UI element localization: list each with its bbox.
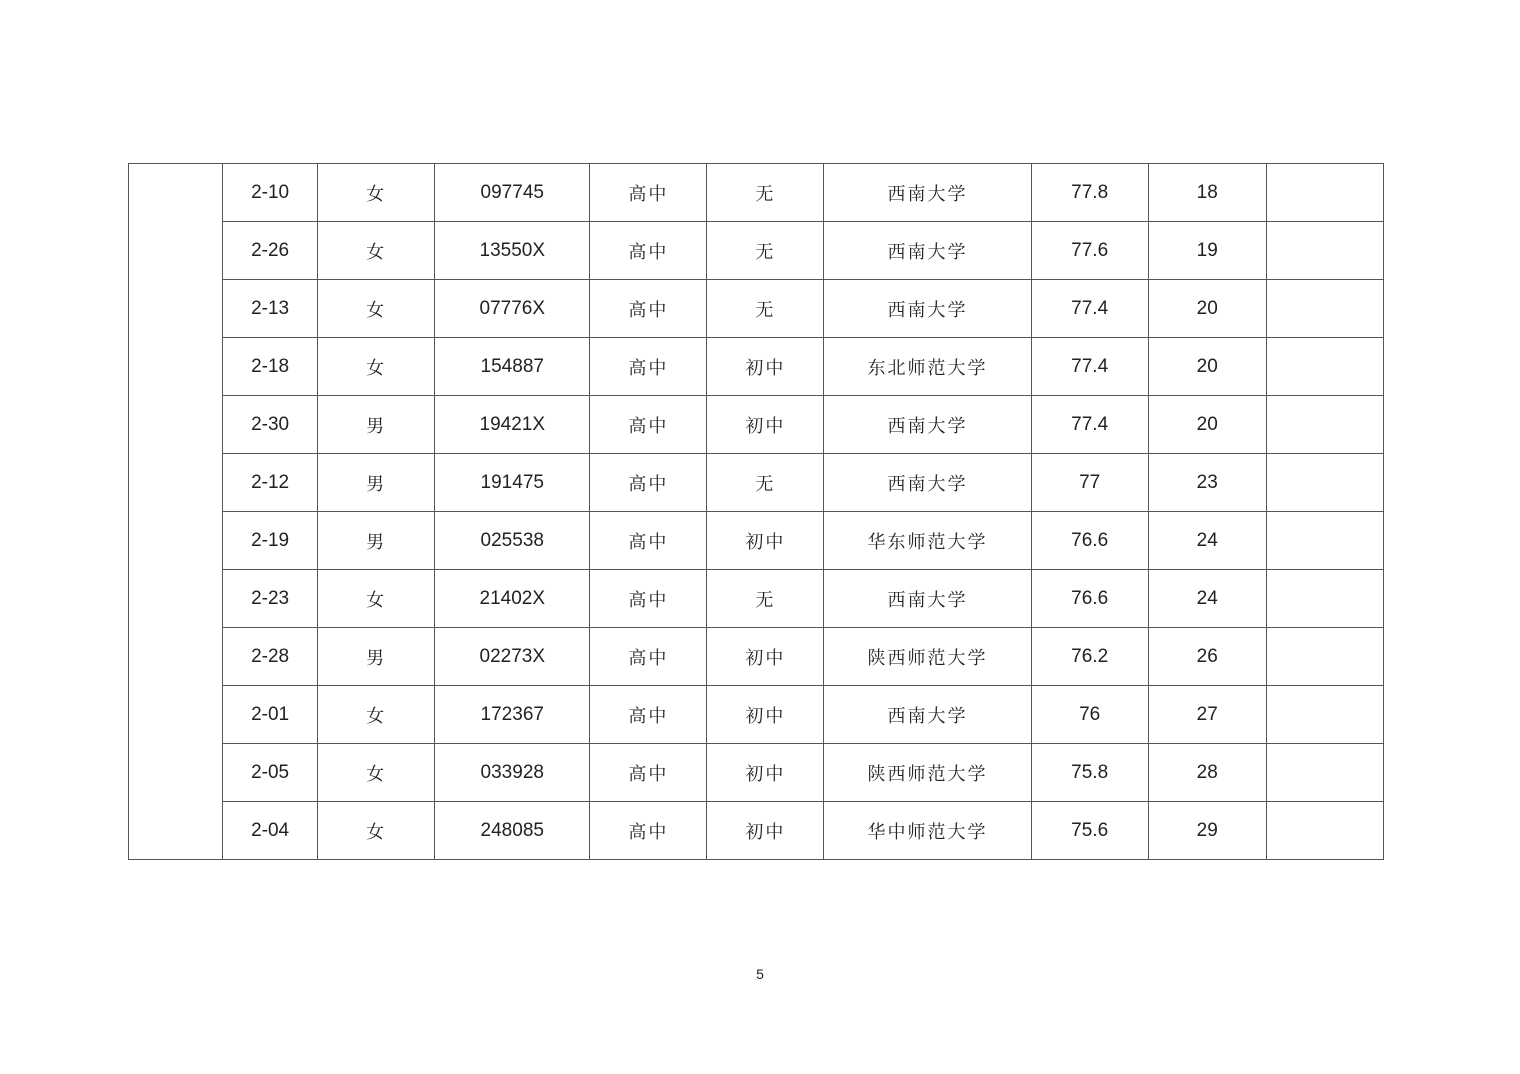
cell-university: 陕西师范大学 <box>824 628 1031 686</box>
cell-rank: 29 <box>1148 802 1266 860</box>
cell-rank: 28 <box>1148 744 1266 802</box>
cell-code: 191475 <box>435 454 590 512</box>
cell-score: 75.6 <box>1031 802 1148 860</box>
cell-id: 2-04 <box>223 802 318 860</box>
cell-score: 76 <box>1031 686 1148 744</box>
cell-score: 77.8 <box>1031 164 1148 222</box>
cell-other: 无 <box>707 280 824 338</box>
cell-note <box>1266 744 1383 802</box>
cell-score: 76.6 <box>1031 570 1148 628</box>
cell-rank: 20 <box>1148 280 1266 338</box>
cell-level: 高中 <box>590 512 707 570</box>
cell-level: 高中 <box>590 396 707 454</box>
cell-other: 无 <box>707 164 824 222</box>
cell-score: 77.6 <box>1031 222 1148 280</box>
cell-note <box>1266 338 1383 396</box>
table-row <box>129 744 1384 802</box>
cell-note <box>1266 280 1383 338</box>
table-row <box>129 512 1384 570</box>
cell-score: 77.4 <box>1031 338 1148 396</box>
cell-gender: 女 <box>318 744 435 802</box>
cell-other: 初中 <box>707 396 824 454</box>
table-body <box>129 164 1384 860</box>
table-row <box>129 222 1384 280</box>
cell-code: 033928 <box>435 744 590 802</box>
cell-other: 初中 <box>707 338 824 396</box>
cell-other: 初中 <box>707 686 824 744</box>
cell-university: 西南大学 <box>824 164 1031 222</box>
cell-score: 76.6 <box>1031 512 1148 570</box>
table-row <box>129 396 1384 454</box>
cell-gender: 男 <box>318 512 435 570</box>
cell-level: 高中 <box>590 222 707 280</box>
cell-other: 无 <box>707 222 824 280</box>
table-row <box>129 686 1384 744</box>
cell-rank: 26 <box>1148 628 1266 686</box>
table-row <box>129 454 1384 512</box>
cell-note <box>1266 512 1383 570</box>
cell-rank: 27 <box>1148 686 1266 744</box>
cell-university: 西南大学 <box>824 396 1031 454</box>
page-number: 5 <box>756 966 764 982</box>
cell-code: 19421X <box>435 396 590 454</box>
cell-level: 高中 <box>590 338 707 396</box>
cell-code: 21402X <box>435 570 590 628</box>
cell-level: 高中 <box>590 570 707 628</box>
cell-rank: 19 <box>1148 222 1266 280</box>
cell-other: 初中 <box>707 744 824 802</box>
cell-note <box>1266 222 1383 280</box>
cell-rank: 18 <box>1148 164 1266 222</box>
cell-note <box>1266 454 1383 512</box>
cell-rank: 23 <box>1148 454 1266 512</box>
group-cell <box>129 164 223 860</box>
cell-university: 西南大学 <box>824 222 1031 280</box>
cell-note <box>1266 396 1383 454</box>
cell-code: 154887 <box>435 338 590 396</box>
cell-id: 2-01 <box>223 686 318 744</box>
cell-id: 2-13 <box>223 280 318 338</box>
cell-other: 无 <box>707 454 824 512</box>
cell-level: 高中 <box>590 686 707 744</box>
cell-gender: 女 <box>318 338 435 396</box>
cell-gender: 男 <box>318 628 435 686</box>
cell-rank: 24 <box>1148 512 1266 570</box>
table-row <box>129 164 1384 222</box>
table-row <box>129 280 1384 338</box>
cell-id: 2-30 <box>223 396 318 454</box>
table-row <box>129 570 1384 628</box>
cell-gender: 女 <box>318 164 435 222</box>
table-row <box>129 338 1384 396</box>
cell-id: 2-26 <box>223 222 318 280</box>
cell-other: 初中 <box>707 802 824 860</box>
cell-code: 025538 <box>435 512 590 570</box>
cell-note <box>1266 802 1383 860</box>
cell-code: 097745 <box>435 164 590 222</box>
cell-score: 77 <box>1031 454 1148 512</box>
cell-gender: 女 <box>318 802 435 860</box>
cell-gender: 女 <box>318 280 435 338</box>
cell-rank: 24 <box>1148 570 1266 628</box>
cell-university: 西南大学 <box>824 686 1031 744</box>
cell-rank: 20 <box>1148 396 1266 454</box>
cell-code: 248085 <box>435 802 590 860</box>
cell-id: 2-12 <box>223 454 318 512</box>
cell-note <box>1266 570 1383 628</box>
cell-score: 77.4 <box>1031 280 1148 338</box>
cell-level: 高中 <box>590 628 707 686</box>
cell-gender: 女 <box>318 686 435 744</box>
cell-university: 西南大学 <box>824 280 1031 338</box>
cell-level: 高中 <box>590 280 707 338</box>
cell-gender: 男 <box>318 396 435 454</box>
cell-code: 02273X <box>435 628 590 686</box>
cell-university: 西南大学 <box>824 454 1031 512</box>
cell-id: 2-19 <box>223 512 318 570</box>
cell-id: 2-10 <box>223 164 318 222</box>
cell-code: 07776X <box>435 280 590 338</box>
cell-university: 陕西师范大学 <box>824 744 1031 802</box>
cell-gender: 男 <box>318 454 435 512</box>
cell-level: 高中 <box>590 744 707 802</box>
cell-other: 初中 <box>707 512 824 570</box>
cell-university: 华东师范大学 <box>824 512 1031 570</box>
cell-score: 77.4 <box>1031 396 1148 454</box>
cell-gender: 女 <box>318 570 435 628</box>
cell-note <box>1266 628 1383 686</box>
cell-id: 2-28 <box>223 628 318 686</box>
cell-note <box>1266 686 1383 744</box>
cell-rank: 20 <box>1148 338 1266 396</box>
cell-id: 2-05 <box>223 744 318 802</box>
cell-university: 西南大学 <box>824 570 1031 628</box>
cell-level: 高中 <box>590 454 707 512</box>
cell-id: 2-18 <box>223 338 318 396</box>
cell-score: 75.8 <box>1031 744 1148 802</box>
table-row <box>129 802 1384 860</box>
cell-other: 初中 <box>707 628 824 686</box>
results-table <box>128 163 1384 860</box>
cell-university: 东北师范大学 <box>824 338 1031 396</box>
cell-code: 172367 <box>435 686 590 744</box>
cell-note <box>1266 164 1383 222</box>
cell-university: 华中师范大学 <box>824 802 1031 860</box>
cell-score: 76.2 <box>1031 628 1148 686</box>
cell-code: 13550X <box>435 222 590 280</box>
cell-id: 2-23 <box>223 570 318 628</box>
cell-level: 高中 <box>590 802 707 860</box>
cell-gender: 女 <box>318 222 435 280</box>
cell-other: 无 <box>707 570 824 628</box>
cell-level: 高中 <box>590 164 707 222</box>
table-row <box>129 628 1384 686</box>
